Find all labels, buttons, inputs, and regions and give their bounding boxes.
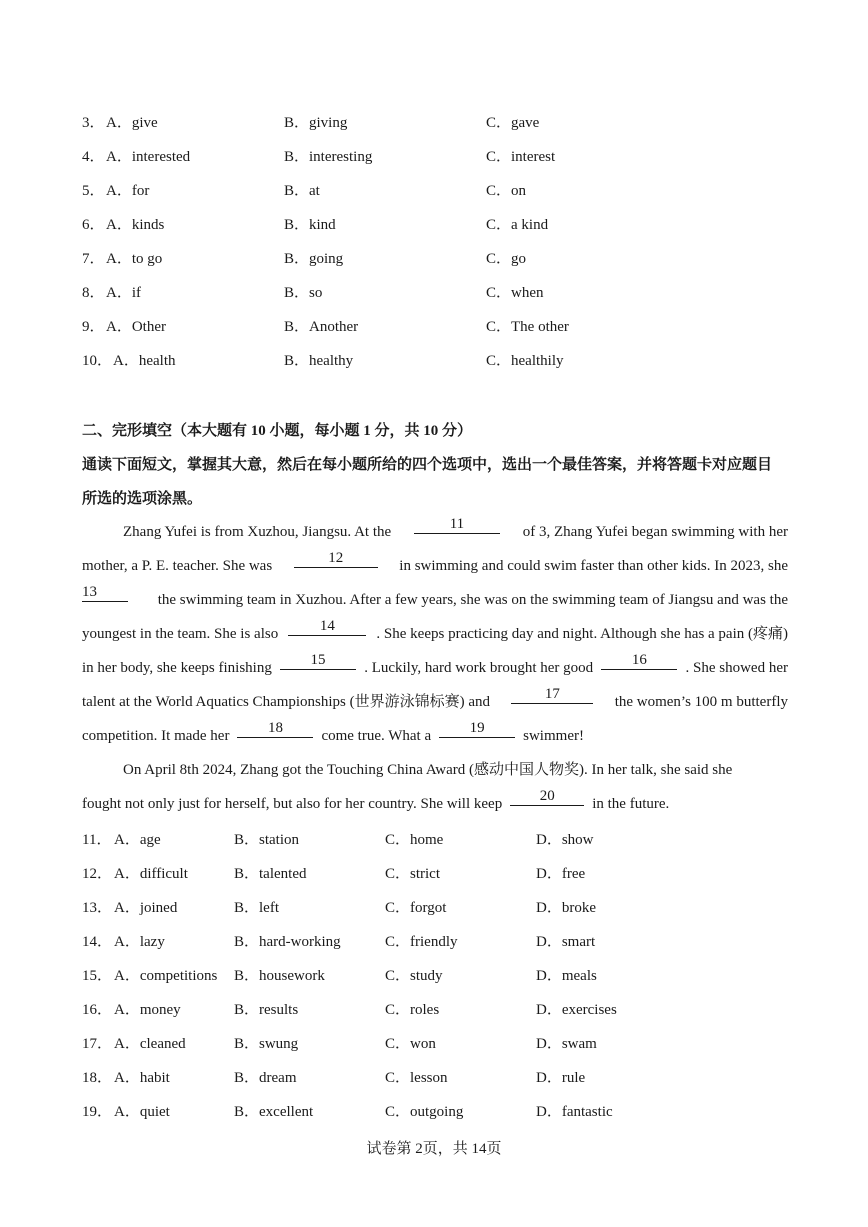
passage-line: in her body, she keeps finishing 15 . Luckily, hard work brought her good 16 . She showed her xyxy=(82,652,788,676)
option-a: A．lazy xyxy=(114,934,165,950)
option-c: C．roles xyxy=(385,1002,440,1018)
question-number: 13． xyxy=(82,900,113,916)
option-d: D．smart xyxy=(536,934,596,950)
cloze-passage xyxy=(82,515,788,821)
passage-line: competition. It made her 18 come true. What a 19 swimmer! xyxy=(82,720,584,744)
option-a: A．age xyxy=(114,832,161,848)
passage-line: Zhang Yufei is from Xuzhou, Jiangsu. At the 11 of 3, Zhang Yufei began swimming with her xyxy=(123,516,788,540)
question-number: 16． xyxy=(82,1002,113,1018)
question-number: 17． xyxy=(82,1036,113,1052)
option-a: A．joined xyxy=(114,900,178,916)
question-number: 18． xyxy=(82,1070,113,1086)
option-d: D．swam xyxy=(536,1036,597,1052)
option-c: C．interest xyxy=(486,149,556,165)
option-a: A．interested xyxy=(106,149,191,165)
option-b: B．dream xyxy=(234,1070,297,1086)
blank-18: 18 xyxy=(237,719,313,738)
option-a: A．cleaned xyxy=(114,1036,186,1052)
page-footer: 试卷第 2页，共 14页 xyxy=(366,1141,502,1157)
option-c: C．The other xyxy=(486,319,569,335)
option-d: D．meals xyxy=(536,968,597,984)
option-c: C．outgoing xyxy=(385,1104,464,1120)
blank-14: 14 xyxy=(288,617,366,636)
option-b: B．housework xyxy=(234,968,325,984)
option-b: B．swung xyxy=(234,1036,299,1052)
option-c: C．healthily xyxy=(486,353,564,369)
option-d: D．rule xyxy=(536,1070,586,1086)
option-a: A．give xyxy=(106,115,158,131)
option-b: B．giving xyxy=(284,115,348,131)
option-a: A．health xyxy=(113,353,176,369)
blank-15: 15 xyxy=(280,651,356,670)
blank-17: 17 xyxy=(511,685,593,704)
section-instruction-line2: 所选的选项涂黑。 xyxy=(82,491,203,507)
option-b: B．left xyxy=(234,900,279,916)
option-d: D．exercises xyxy=(536,1002,617,1018)
option-a: A．difficult xyxy=(114,866,188,882)
question-number: 5． xyxy=(82,183,105,199)
question-number: 15． xyxy=(82,968,113,984)
question-number: 9． xyxy=(82,319,105,335)
blank-20: 20 xyxy=(510,787,584,806)
blank-19: 19 xyxy=(439,719,515,738)
option-c: C．friendly xyxy=(385,934,458,950)
option-c: C．strict xyxy=(385,866,440,882)
question-number: 11． xyxy=(82,832,112,848)
option-a: A．quiet xyxy=(114,1104,170,1120)
option-c: C．won xyxy=(385,1036,436,1052)
option-c: C．go xyxy=(486,251,527,267)
option-c: C．on xyxy=(486,183,527,199)
option-c: C．lesson xyxy=(385,1070,448,1086)
option-a: A．if xyxy=(106,285,141,301)
option-b: B．station xyxy=(234,832,300,848)
option-b: B．Another xyxy=(284,319,359,335)
passage-line: On April 8th 2024, Zhang got the Touching China Award (感动中国人物奖). In her talk, she said she xyxy=(123,762,733,778)
option-a: A．to go xyxy=(106,251,163,267)
option-a: A．Other xyxy=(106,319,166,335)
question-number: 14． xyxy=(82,934,113,950)
option-d: D．fantastic xyxy=(536,1104,613,1120)
option-c: C．forgot xyxy=(385,900,447,916)
option-c: C．gave xyxy=(486,115,540,131)
option-d: D．free xyxy=(536,866,586,882)
option-a: A．kinds xyxy=(106,217,165,233)
question-number: 19． xyxy=(82,1104,113,1120)
question-number: 12． xyxy=(82,866,113,882)
passage-line: 13 the swimming team in Xuzhou. After a few years, she was on the swimming team of Jiangsu and was the xyxy=(82,584,788,608)
question-number: 10． xyxy=(82,353,113,369)
option-c: C．when xyxy=(486,285,544,301)
blank-13: 13 xyxy=(82,583,128,602)
section-title: 二、完形填空（本大题有 10 小题，每小题 1 分，共 10 分） xyxy=(82,423,473,439)
question-number: 3． xyxy=(82,115,105,131)
option-c: C．a kind xyxy=(486,217,549,233)
option-b: B．excellent xyxy=(234,1104,314,1120)
option-b: B．hard-working xyxy=(234,934,341,950)
passage-line: youngest in the team. She is also 14 . She keeps practicing day and night. Although she has a pain (疼痛) xyxy=(82,618,788,642)
option-d: D．show xyxy=(536,832,594,848)
option-a: A．money xyxy=(114,1002,181,1018)
passage-line: mother, a P. E. teacher. She was 12 in swimming and could swim faster than other kids. In 2023, she xyxy=(82,550,788,574)
option-b: B．healthy xyxy=(284,353,354,369)
passage-line: fought not only just for herself, but also for her country. She will keep 20 in the future. xyxy=(82,788,670,812)
option-b: B．at xyxy=(284,183,320,199)
option-a: A．for xyxy=(106,183,150,199)
blank-11: 11 xyxy=(414,515,500,534)
blank-16: 16 xyxy=(601,651,677,670)
option-d: D．broke xyxy=(536,900,596,916)
section-instruction-line1: 通读下面短文，掌握其大意，然后在每小题所给的四个选项中，选出一个最佳答案，并将答题卡对应题目 xyxy=(82,457,773,473)
option-b: B．interesting xyxy=(284,149,373,165)
passage-line: talent at the World Aquatics Championships (世界游泳锦标赛) and 17 the women’s 100 m butterfly xyxy=(82,686,788,710)
option-c: C．home xyxy=(385,832,444,848)
option-a: A．competitions xyxy=(114,968,218,984)
option-b: B．so xyxy=(284,285,323,301)
question-number: 4． xyxy=(82,149,105,165)
question-number: 6． xyxy=(82,217,105,233)
question-number: 8． xyxy=(82,285,105,301)
option-c: C．study xyxy=(385,968,443,984)
option-b: B．results xyxy=(234,1002,299,1018)
option-b: B．talented xyxy=(234,866,307,882)
question-number: 7． xyxy=(82,251,105,267)
option-b: B．kind xyxy=(284,217,336,233)
blank-12: 12 xyxy=(294,549,378,568)
option-b: B．going xyxy=(284,251,344,267)
option-a: A．habit xyxy=(114,1070,170,1086)
